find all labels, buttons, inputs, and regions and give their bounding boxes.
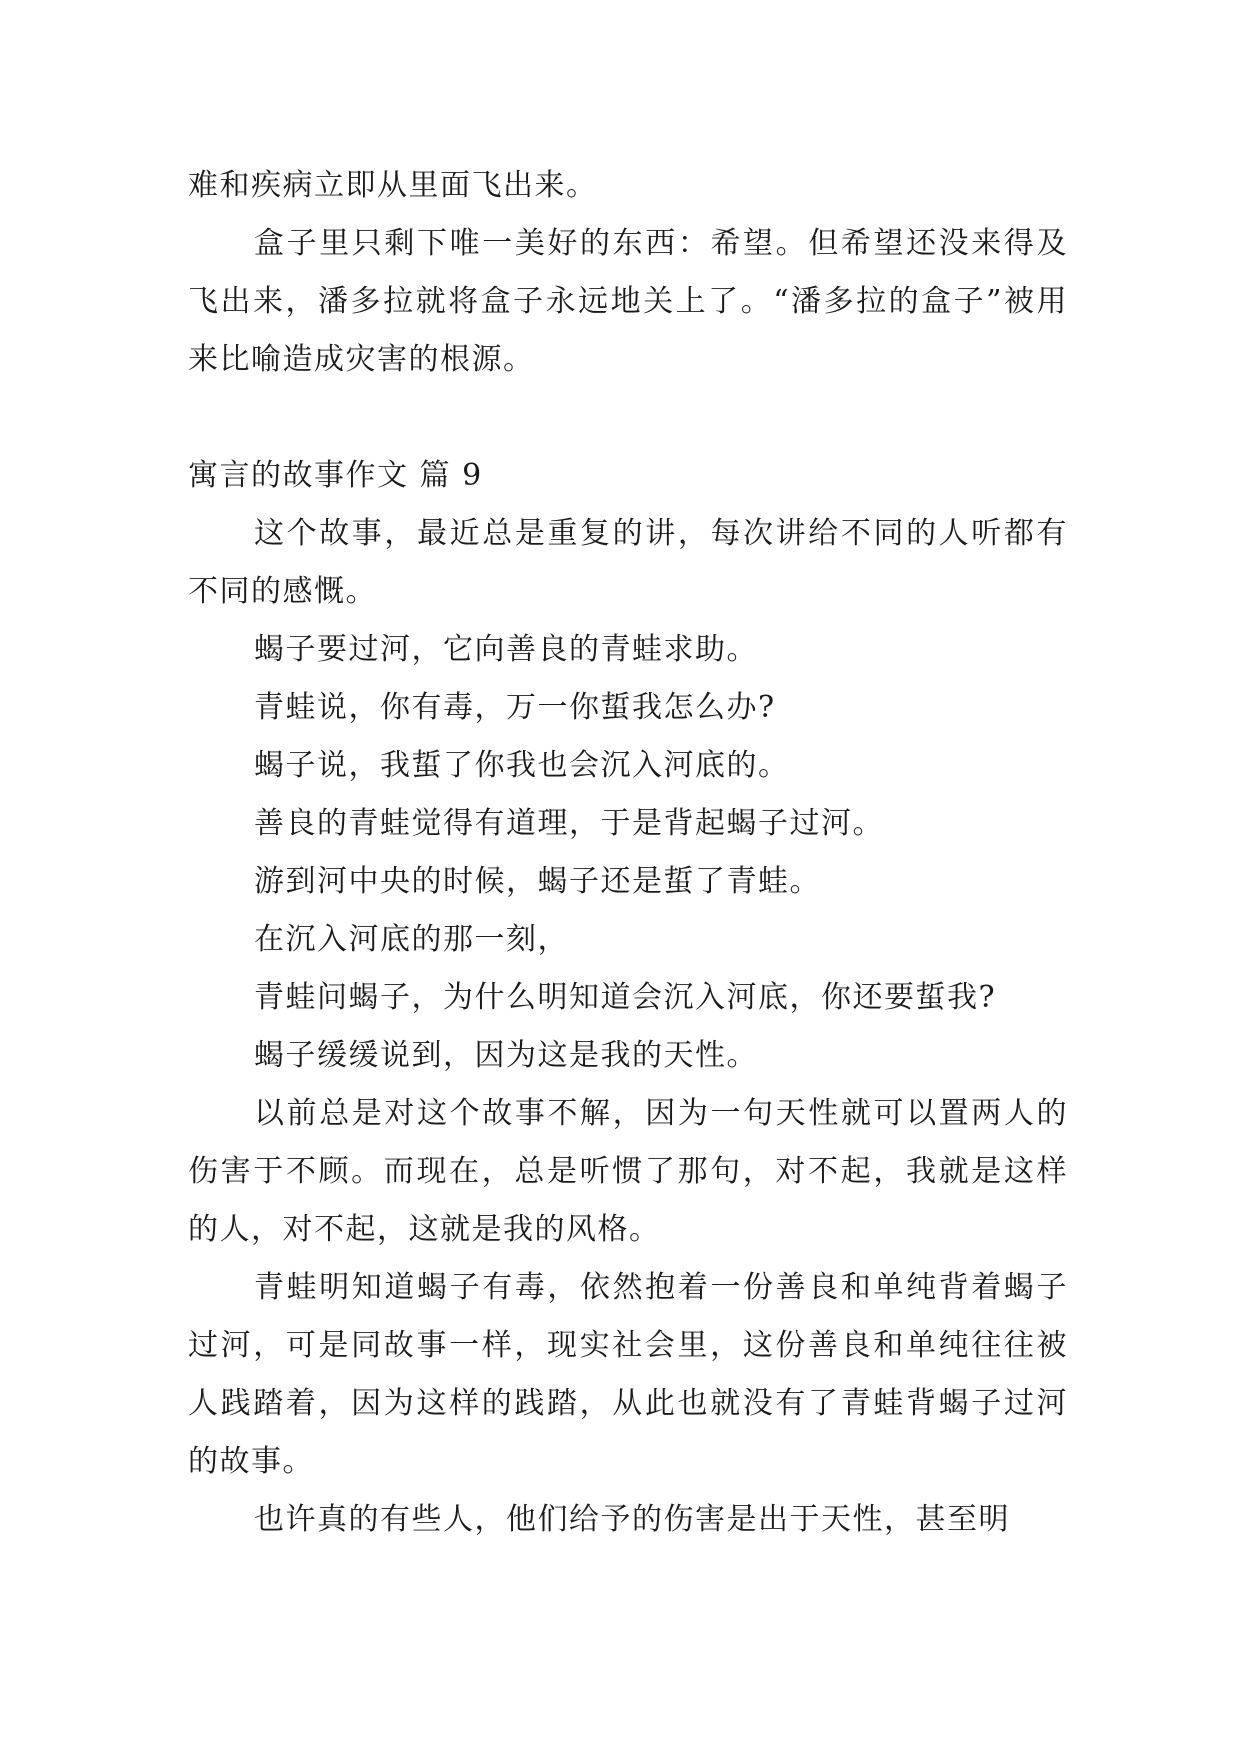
paragraph: 在沉入河底的那一刻，	[254, 922, 569, 957]
paragraph: 以前总是对这个故事不解，因为一句天性就可以置两人的伤害于不顾。而现在，总是听惯了那句，对不起，我就是这样的人，对不起，这就是我的风格。	[188, 1096, 1068, 1247]
document-body	[188, 157, 1068, 1549]
paragraph: 善良的青蛙觉得有道理，于是背起蝎子过河。	[254, 806, 884, 841]
paragraph: 青蛙说，你有毒，万一你蜇我怎么办?	[254, 690, 776, 725]
paragraph: 盒子里只剩下唯一美好的东西：希望。但希望还没来得及飞出来，潘多拉就将盒子永远地关上了。“潘多拉的盒子”被用来比喻造成灾害的根源。	[188, 226, 1068, 377]
paragraph: 这个故事，最近总是重复的讲，每次讲给不同的人听都有不同的感慨。	[188, 516, 1068, 609]
section-heading: 寓言的故事作文 篇 9	[188, 458, 483, 493]
paragraph: 游到河中央的时候，蝎子还是蜇了青蛙。	[254, 864, 821, 899]
paragraph: 难和疾病立即从里面飞出来。	[188, 168, 598, 203]
paragraph: 蝎子要过河，它向善良的青蛙求助。	[254, 632, 758, 667]
paragraph: 青蛙问蝎子，为什么明知道会沉入河底，你还要蜇我?	[254, 980, 997, 1015]
paragraph: 也许真的有些人，他们给予的伤害是出于天性，甚至明	[254, 1502, 1010, 1537]
paragraph: 蝎子说，我蜇了你我也会沉入河底的。	[254, 748, 790, 783]
paragraph: 蝎子缓缓说到，因为这是我的天性。	[254, 1038, 758, 1073]
paragraph: 青蛙明知道蝎子有毒，依然抱着一份善良和单纯背着蝎子过河，可是同故事一样，现实社会里，这份善良和单纯往往被人践踏着，因为这样的践踏，从此也就没有了青蛙背蝎子过河的故事。	[188, 1270, 1068, 1479]
